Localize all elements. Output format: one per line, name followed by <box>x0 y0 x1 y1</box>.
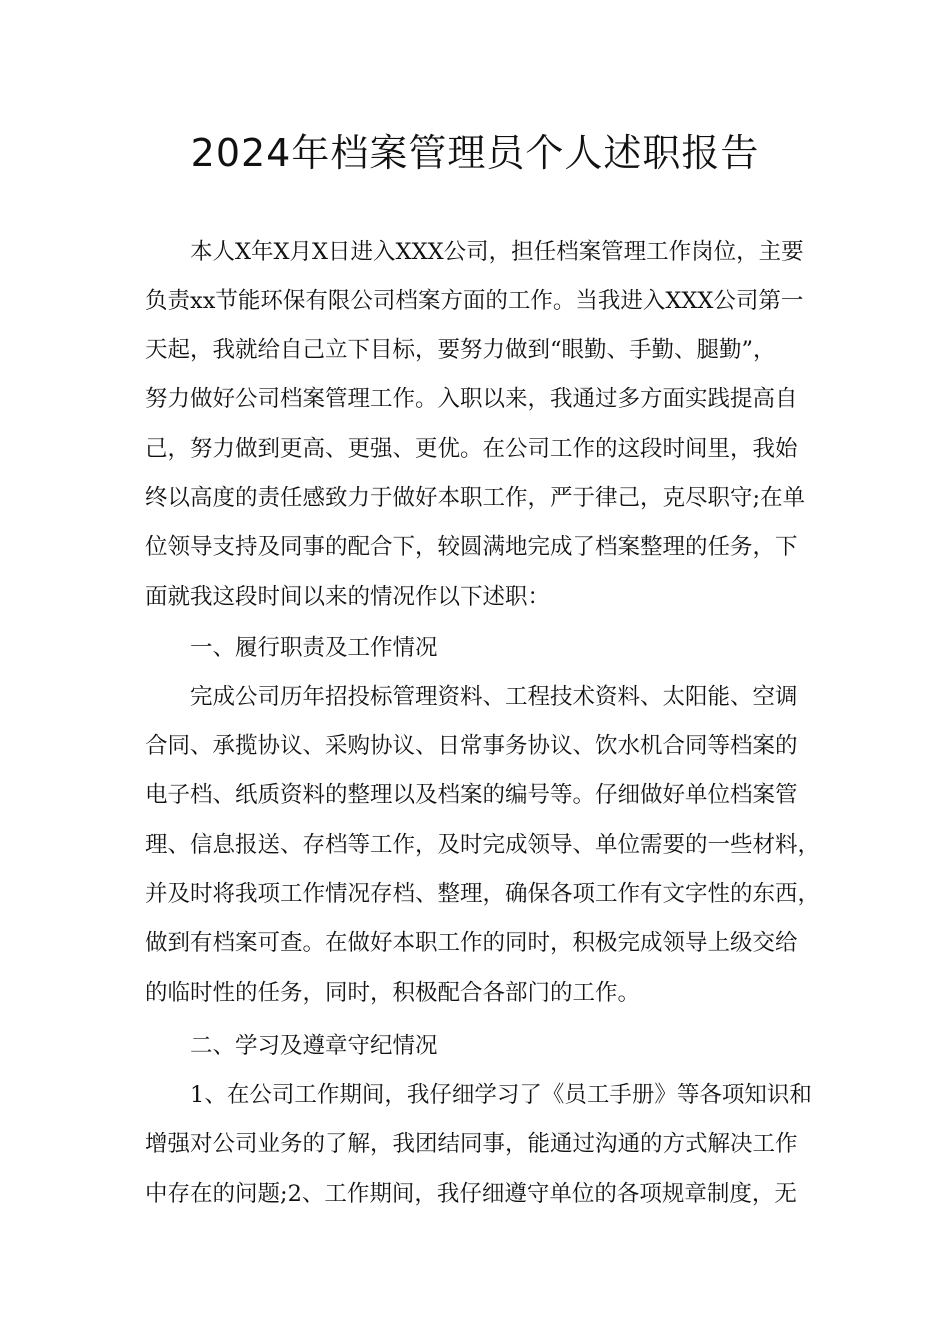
paragraph-line: 面就我这段时间以来的情况作以下述职： <box>145 584 551 610</box>
section-heading: 一、履行职责及工作情况 <box>190 635 438 661</box>
paragraph-line: 终以高度的责任感致力于做好本职工作，严于律己，克尽职守;在单 <box>145 485 806 511</box>
paragraph-line: 并及时将我项工作情况存档、整理，确保各项工作有文字性的东西， <box>145 881 821 907</box>
paragraph-line: 位领导支持及同事的配合下，较圆满地完成了档案整理的任务，下 <box>145 534 798 560</box>
paragraph-line: 己，努力做到更高、更强、更优。在公司工作的这段时间里，我始 <box>145 436 798 462</box>
paragraph-line: 电子档、纸质资料的整理以及档案的编号等。仔细做好单位档案管 <box>145 782 798 808</box>
paragraph-line: 的临时性的任务，同时，积极配合各部门的工作。 <box>145 980 641 1006</box>
section-heading: 二、学习及遵章守纪情况 <box>190 1033 438 1059</box>
paragraph-line: 中存在的问题;2、工作期间，我仔细遵守单位的各项规章制度，无 <box>145 1181 797 1207</box>
paragraph-line: 做到有档案可查。在做好本职工作的同时，积极完成领导上级交给 <box>145 930 798 956</box>
paragraph-line: 增强对公司业务的了解，我团结同事，能通过沟通的方式解决工作 <box>145 1131 798 1157</box>
paragraph-line: 合同、承揽协议、采购协议、日常事务协议、饮水机合同等档案的 <box>145 733 798 759</box>
document-title: 2024年档案管理员个人述职报告 <box>190 131 760 175</box>
paragraph-line: 负责xx节能环保有限公司档案方面的工作。当我进入XXX公司第一 <box>145 288 804 314</box>
paragraph-line: 努力做好公司档案管理工作。入职以来，我通过多方面实践提高自 <box>145 386 798 412</box>
paragraph-line: 完成公司历年招投标管理资料、工程技术资料、太阳能、空调 <box>190 684 798 710</box>
paragraph-line: 1、在公司工作期间，我仔细学习了《员工手册》等各项知识和 <box>190 1082 812 1108</box>
paragraph-line: 天起，我就给自己立下目标，要努力做到“眼勤、手勤、腿勤”， <box>145 337 776 363</box>
paragraph-line: 理、信息报送、存档等工作，及时完成领导、单位需要的一些材料， <box>145 832 821 858</box>
paragraph-line: 本人X年X月X日进入XXX公司，担任档案管理工作岗位，主要 <box>190 239 804 265</box>
